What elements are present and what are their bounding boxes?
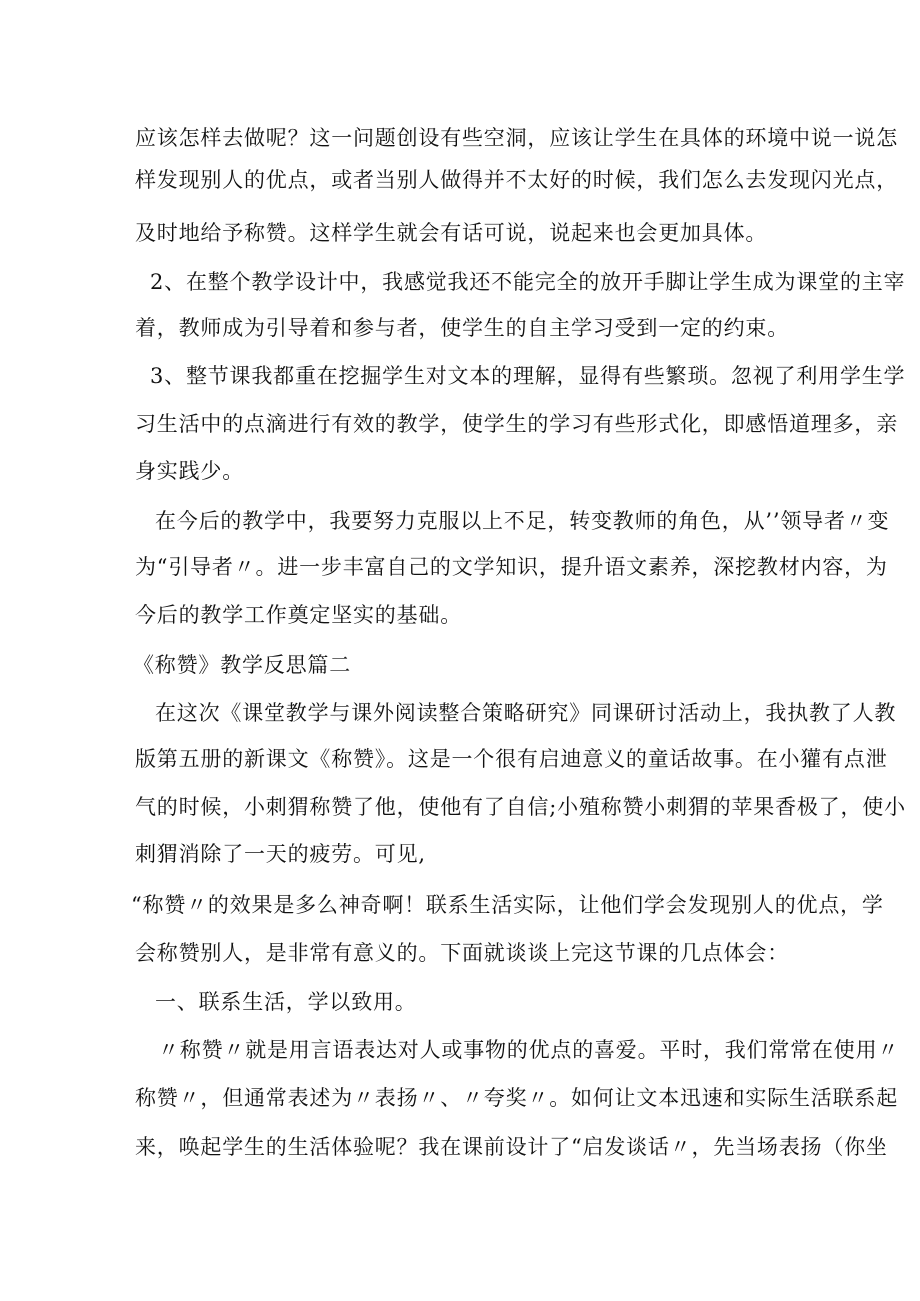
text-line: 及时地给予称赞。这样学生就会有话可说，说起来也会更加具体。 [135, 221, 768, 245]
text-line: 在这次《课堂教学与课外阅读整合策略研究》同课研讨活动上，我执教了人教 [155, 701, 897, 725]
text-line: 会称赞别人，是非常有意义的。下面就谈谈上完这节课的几点体会： [135, 941, 789, 965]
text-line: 3、整节课我都重在挖掘学生对文本的理解，显得有些繁琐。忽视了利用学生学 [150, 364, 906, 388]
text-line: 在今后的教学中，我要努力克服以上不足，转变教师的角色，从’’领导者〃变 [155, 509, 890, 533]
text-line: 称赞〃，但通常表述为〃表扬〃、〃夸奖〃。如何让文本迅速和实际生活联系起 [135, 1086, 898, 1110]
text-line: 着，教师成为引导着和参与者，使学生的自主学习受到一定的约束。 [135, 316, 789, 340]
text-line: 样发现别人的优点，或者当别人做得并不太好的时候，我们怎么去发现闪光点， [135, 168, 898, 192]
text-line: “称赞〃的效果是多么神奇啊！联系生活实际，让他们学会发现别人的优点，学 [131, 893, 884, 917]
text-line: 习生活中的点滴进行有效的教学，使学生的学习有些形式化，即感悟道理多，亲 [135, 412, 898, 436]
text-line: 身实践少。 [135, 459, 244, 483]
text-line: 刺猬消除了一天的疲劳。可见, [135, 842, 426, 866]
text-line: 2、在整个教学设计中，我感觉我还不能完全的放开手脚让学生成为课堂的主宰 [150, 270, 906, 294]
text-line: 来，唤起学生的生活体验呢？我在课前设计了“启发谈话〃，先当场表扬（你坐 [135, 1135, 888, 1159]
text-line: 气的时候，小刺猬称赞了他，使他有了自信;小殖称赞小刺猬的苹果香极了，使小 [135, 795, 906, 819]
text-line: 今后的教学工作奠定坚实的基础。 [135, 603, 462, 627]
text-line: 应该怎样去做呢？这一问题创设有些空洞，应该让学生在具体的环境中说一说怎 [135, 126, 898, 150]
text-line: 〃称赞〃就是用言语表达对人或事物的优点的喜爱。平时，我们常常在使用〃 [158, 1038, 900, 1062]
section-title: 《称赞》教学反思篇二 [133, 653, 351, 677]
subsection-heading: 一、联系生活，学以致用。 [155, 990, 417, 1014]
text-line: 为“引导者〃。进一步丰富自己的文学知识，提升语文素养，深挖教材内容，为 [135, 555, 888, 579]
text-line: 版第五册的新课文《称赞》。这是一个很有启迪意义的童话故事。在小獾有点泄 [135, 747, 888, 771]
